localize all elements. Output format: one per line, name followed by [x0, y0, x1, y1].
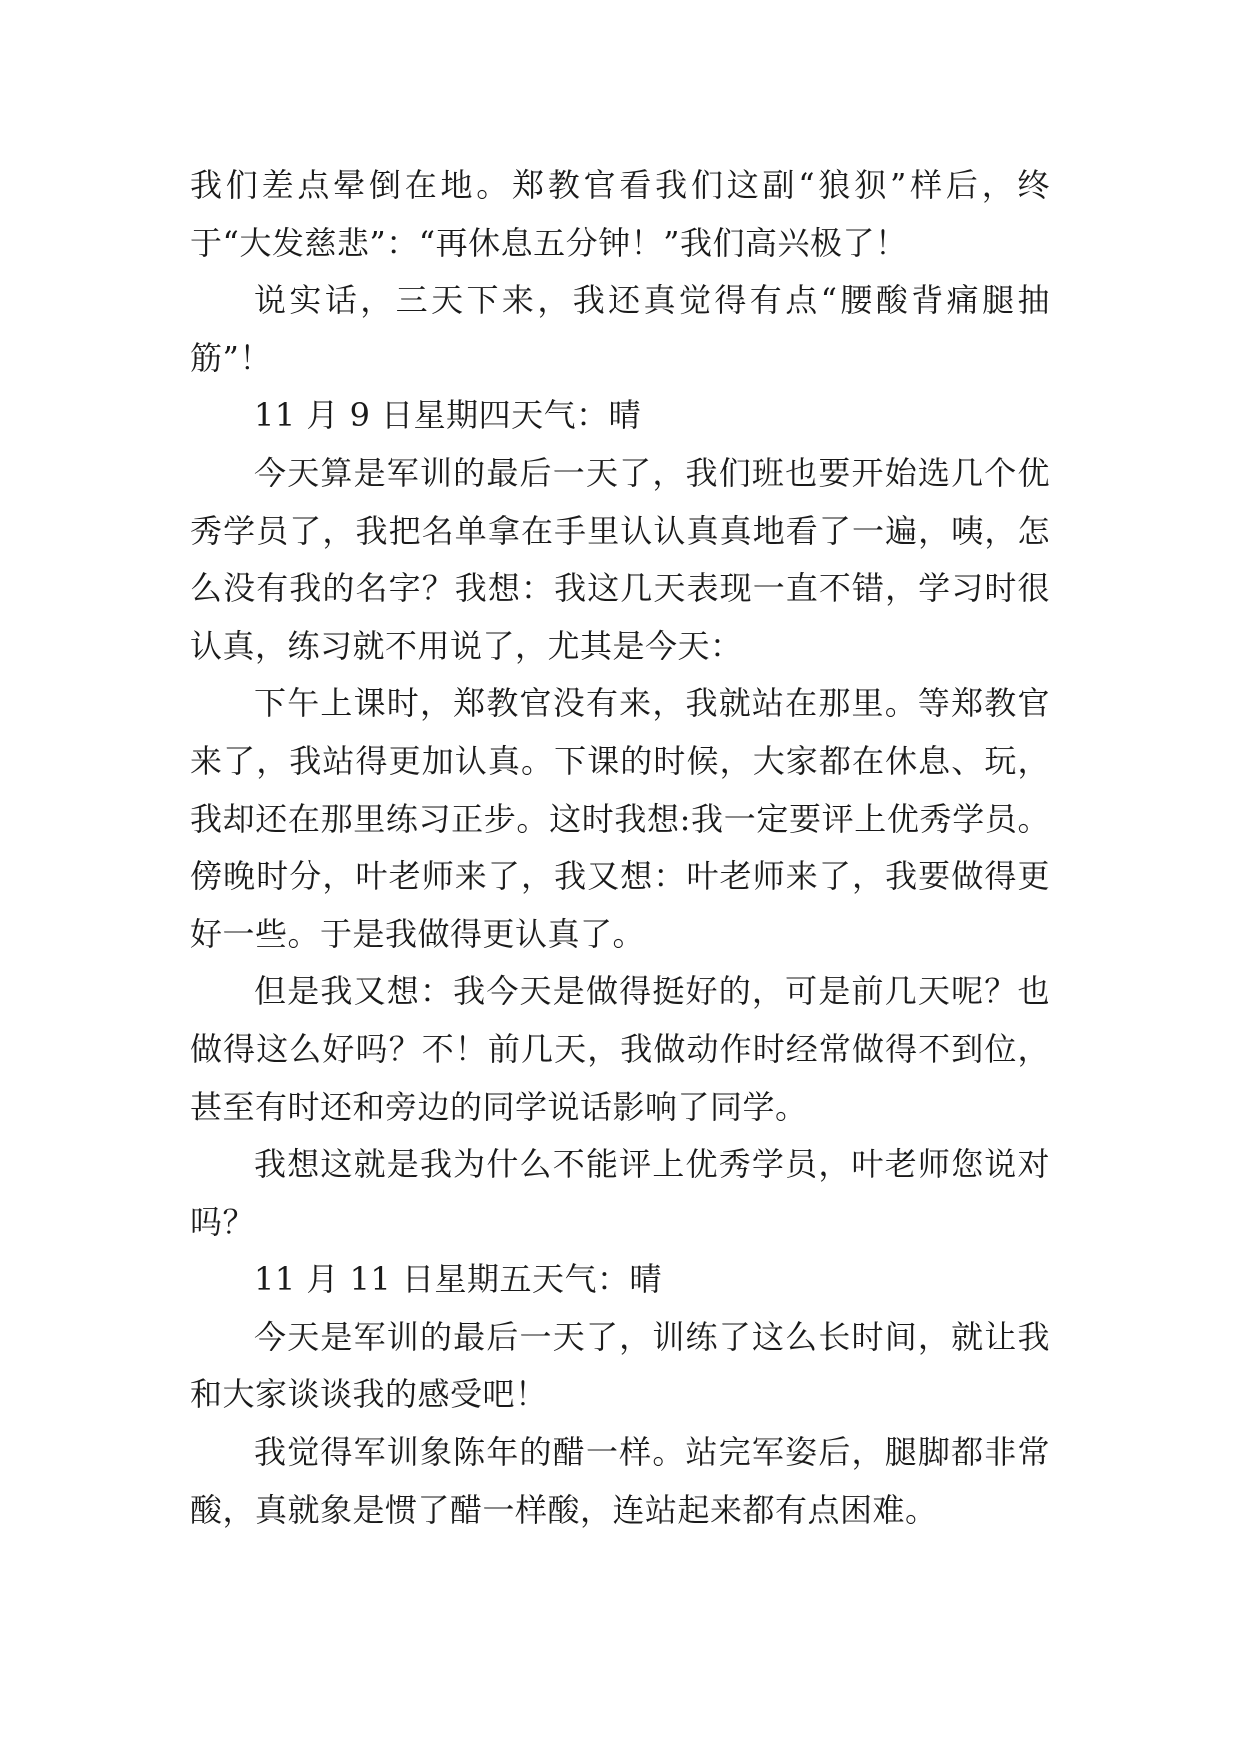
- diary-date-heading: 11 月 9 日星期四天气：晴: [254, 396, 642, 435]
- paragraph: 说实话，三天下来，我还真觉得有点“腰酸背痛腿抽筋”！: [190, 281, 1050, 377]
- paragraph: 下午上课时，郑教官没有来，我就站在那里。等郑教官来了，我站得更加认真。下课的时候，大家都在休息、玩，我却还在那里练习正步。这时我想:我一定要评上优秀学员。傍晚时分，叶老师来了，我又想：叶老师来了，我要做得更好一些。于是我做得更认真了。: [190, 684, 1050, 953]
- paragraph: 但是我又想：我今天是做得挺好的，可是前几天呢？也做得这么好吗？不！前几天，我做动作时经常做得不到位，甚至有时还和旁边的同学说话影响了同学。: [190, 972, 1050, 1126]
- paragraph: 我们差点晕倒在地。郑教官看我们这副“狼狈”样后，终于“大发慈悲”：“再休息五分钟！”我们高兴极了！: [190, 166, 1050, 262]
- diary-date-heading: 11 月 11 日星期五天气：晴: [254, 1260, 662, 1299]
- paragraph: 今天是军训的最后一天了，训练了这么长时间，就让我和大家谈谈我的感受吧！: [190, 1317, 1050, 1414]
- document-body: [190, 157, 1050, 1539]
- paragraph: 我想这就是我为什么不能评上优秀学员，叶老师您说对吗？: [190, 1145, 1050, 1241]
- paragraph: 我觉得军训象陈年的醋一样。站完军姿后，腿脚都非常酸，真就象是惯了醋一样酸，连站起来都有点困难。: [190, 1433, 1050, 1529]
- paragraph: 今天算是军训的最后一天了，我们班也要开始选几个优秀学员了，我把名单拿在手里认认真真地看了一遍，咦，怎么没有我的名字？我想：我这几天表现一直不错，学习时很认真，练习就不用说了，尤其是今天：: [190, 453, 1050, 665]
